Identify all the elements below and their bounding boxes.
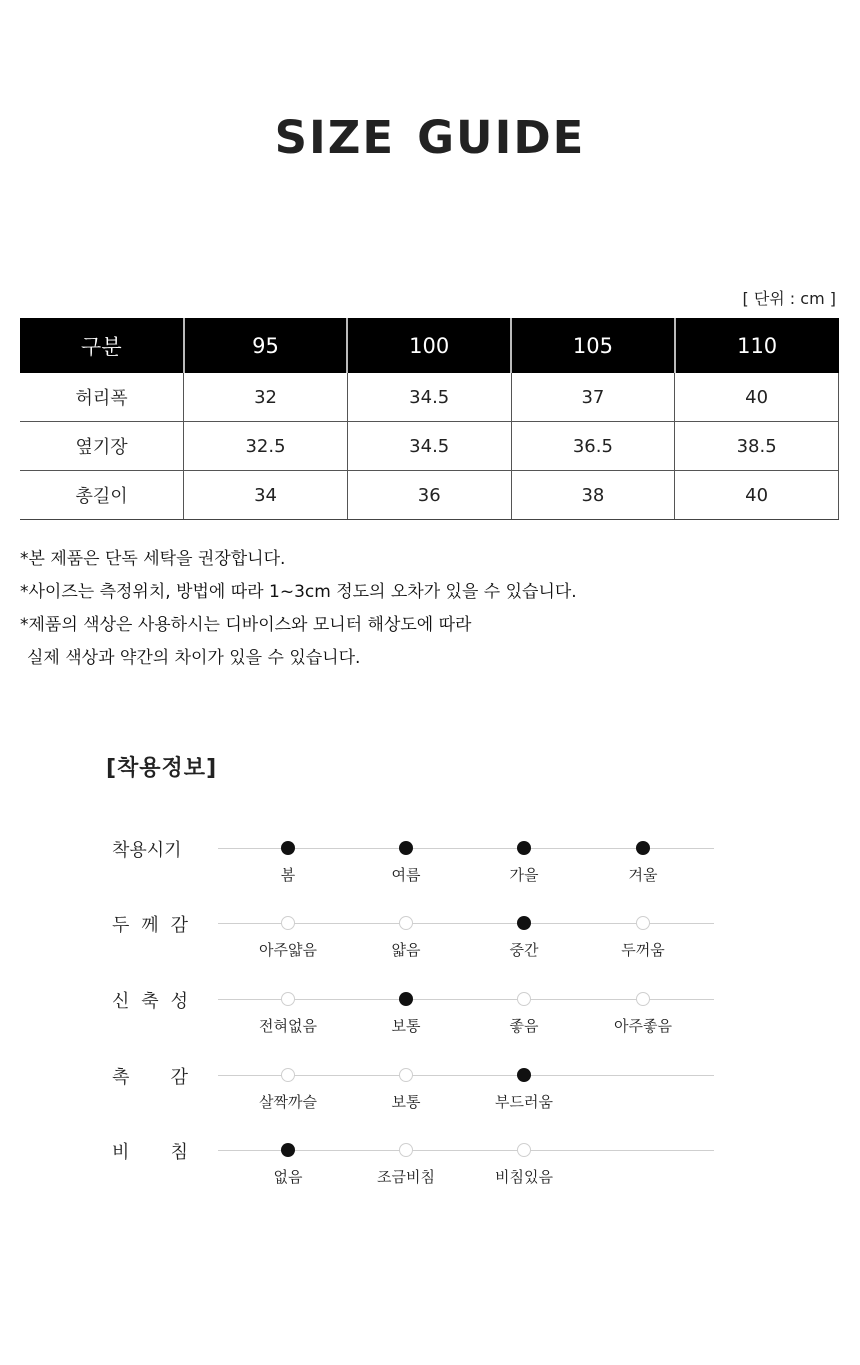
wear-stretch-row <box>0 991 860 1039</box>
unselected-dot <box>517 1143 531 1157</box>
table-cell: 34 <box>184 471 348 520</box>
wear-stretch-label <box>112 987 188 1013</box>
wear-label-char: 침 <box>170 1142 188 1163</box>
table-cell: 38.5 <box>675 422 839 471</box>
wear-option-label: 좋음 <box>509 1017 539 1035</box>
table-row <box>20 422 839 471</box>
table-row <box>20 471 839 520</box>
selected-dot <box>636 841 650 855</box>
wear-texture-row <box>0 1067 860 1115</box>
wear-option-label: 전혀없음 <box>259 1017 317 1035</box>
wear-option-label: 부드러움 <box>495 1093 553 1111</box>
size-header-100: 100 <box>347 318 511 373</box>
selected-dot <box>517 841 531 855</box>
wear-sheerness-row <box>0 1142 860 1190</box>
selected-dot <box>399 992 413 1006</box>
table-cell: 32 <box>184 373 348 422</box>
unselected-dot <box>281 1068 295 1082</box>
size-header-105: 105 <box>511 318 675 373</box>
wear-option-label: 살짝까슬 <box>259 1093 317 1111</box>
wear-label-char: 촉 <box>112 1067 130 1088</box>
wear-season-label <box>112 836 188 862</box>
wear-option-label: 중간 <box>509 941 539 959</box>
selected-dot <box>517 916 531 930</box>
table-row <box>20 373 839 422</box>
wear-option-label: 겨울 <box>628 866 658 884</box>
wear-season-row <box>0 840 860 888</box>
page-title <box>0 108 860 168</box>
unit-label: [ 단위 : cm ] <box>742 289 836 308</box>
wear-option-label: 봄 <box>280 866 296 884</box>
wear-option-label: 아주좋음 <box>614 1017 672 1035</box>
table-cell: 37 <box>511 373 675 422</box>
title-word-size: SIZE <box>274 111 396 164</box>
unselected-dot <box>281 916 295 930</box>
wear-label-char: 착용시기 <box>112 840 182 861</box>
size-table <box>20 318 839 520</box>
row-label-waist: 허리폭 <box>20 373 184 422</box>
row-label-total-length: 총길이 <box>20 471 184 520</box>
unselected-dot <box>399 916 413 930</box>
wear-option-label: 여름 <box>391 866 421 884</box>
unselected-dot <box>517 992 531 1006</box>
unselected-dot <box>281 992 295 1006</box>
selected-dot <box>517 1068 531 1082</box>
size-table-header-row <box>20 318 839 373</box>
wear-option-label: 두꺼움 <box>621 941 665 959</box>
wear-option-label: 보통 <box>391 1017 421 1035</box>
table-cell: 34.5 <box>347 373 511 422</box>
selected-dot <box>399 841 413 855</box>
wear-info-title: [착용정보] <box>106 756 218 781</box>
wear-label-char: 축 <box>141 991 159 1012</box>
size-header-category: 구분 <box>20 318 184 373</box>
wear-thickness-row <box>0 915 860 963</box>
table-cell: 34.5 <box>347 422 511 471</box>
note-color-cont: 실제 색상과 약간의 차이가 있을 수 있습니다. <box>27 648 361 668</box>
table-cell: 40 <box>675 471 839 520</box>
wear-label-char: 비 <box>112 1142 130 1163</box>
care-notes <box>20 543 577 675</box>
wear-sheerness-label <box>112 1138 188 1164</box>
table-cell: 38 <box>511 471 675 520</box>
note-wash: *본 제품은 단독 세탁을 권장합니다. <box>20 549 286 569</box>
note-color: *제품의 색상은 사용하시는 디바이스와 모니터 해상도에 따라 <box>20 615 472 635</box>
table-cell: 36.5 <box>511 422 675 471</box>
row-label-side-length: 옆기장 <box>20 422 184 471</box>
size-header-95: 95 <box>184 318 348 373</box>
selected-dot <box>281 841 295 855</box>
wear-option-label: 조금비침 <box>377 1168 435 1186</box>
wear-texture-label <box>112 1063 188 1089</box>
title-word-guide: GUIDE <box>417 111 586 164</box>
wear-label-char: 께 <box>141 915 159 936</box>
wear-option-label: 얇음 <box>391 941 421 959</box>
unselected-dot <box>636 916 650 930</box>
selected-dot <box>281 1143 295 1157</box>
table-cell: 36 <box>347 471 511 520</box>
wear-option-label: 비침있음 <box>495 1168 553 1186</box>
wear-label-char: 신 <box>112 991 130 1012</box>
unselected-dot <box>399 1068 413 1082</box>
wear-option-label: 가을 <box>509 866 539 884</box>
wear-option-label: 없음 <box>273 1168 303 1186</box>
wear-label-char: 두 <box>112 915 130 936</box>
wear-label-char: 성 <box>170 991 188 1012</box>
size-header-110: 110 <box>675 318 839 373</box>
wear-label-char: 감 <box>170 915 188 936</box>
note-measurement: *사이즈는 측정위치, 방법에 따라 1~3cm 정도의 오차가 있을 수 있습니다. <box>20 582 577 602</box>
wear-label-char: 감 <box>170 1067 188 1088</box>
wear-option-label: 아주얇음 <box>259 941 317 959</box>
table-cell: 40 <box>675 373 839 422</box>
table-cell: 32.5 <box>184 422 348 471</box>
unselected-dot <box>636 992 650 1006</box>
wear-option-label: 보통 <box>391 1093 421 1111</box>
unselected-dot <box>399 1143 413 1157</box>
wear-thickness-label <box>112 911 188 937</box>
